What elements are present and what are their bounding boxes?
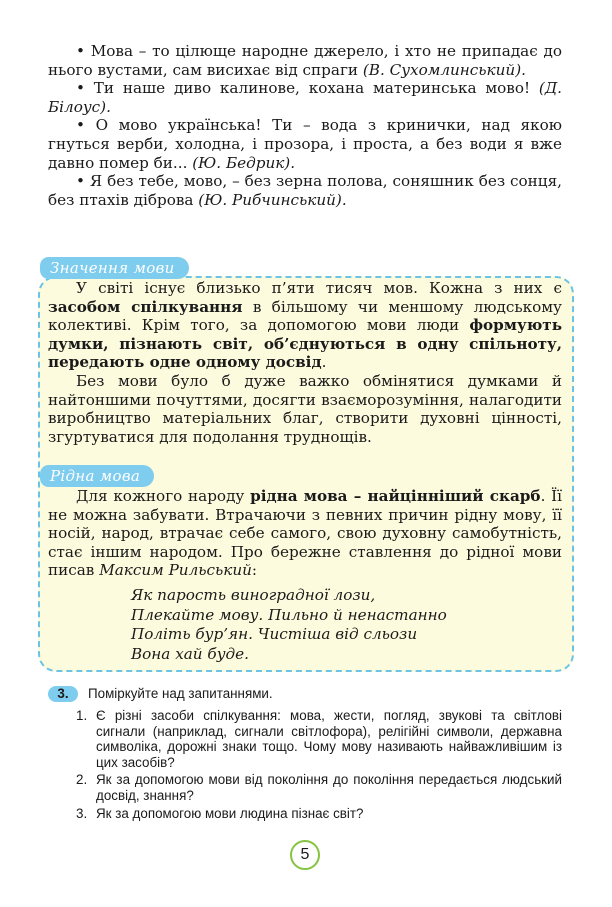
quote-source: (Ю. Бедрик). [192,153,296,172]
section-tab-language-meaning: Значення мови [40,257,189,279]
text-span: в більшому чи меншому людському колективі. Крім того, за допомогою мови люди [48,297,562,335]
item-number: 1. [76,708,88,723]
quote-2 [48,79,562,116]
task-list [48,708,562,821]
poem-line: Як парость виноградної лози, [131,586,376,604]
quote-1 [48,42,562,79]
item-text: Як за допомогою мови людина пізнає світ? [96,805,364,821]
item-text: Як за допомогою мови від покоління до покоління передається людський досвід, знання? [96,772,562,803]
task-number-badge: 3. [48,686,78,702]
quote-3 [48,116,562,172]
task-block [48,686,562,823]
section-native-language [48,487,562,580]
poem-line: Вона хай буде. [131,644,249,663]
text-span: . Її не можна забувати. Втрачаючи з певних причин рідну мову, її носій, народ, втрачає себе самого, свою духовну самобутність, стає іншим народом. Про бережне ставлення до рідної мови писав [48,487,562,580]
text-span: У світі існує близько п’яти тисяч мов. Кожна з них є [76,279,562,297]
task-title: Поміркуйте над запитаннями. [88,686,273,701]
quote-text: • Я без тебе, мово, – без зерна полова, соняшник без сонця, без птахів діброва [48,172,562,209]
quote-text: • Ти наше диво калинове, кохана материнська мово! [76,79,531,98]
text-span: : [251,561,258,580]
list-item [48,708,562,770]
poem-line: Політь бур’ян. Чистіша від сльози [131,625,418,644]
task-header [48,686,562,702]
item-number: 3. [76,805,88,821]
quotes-block [48,42,562,209]
author-name: Максим Рильський [99,561,252,580]
paragraph [48,279,562,372]
item-text: Є різні засоби спілкування: мова, жести, погляд, звукові та світлові сигнали (наприклад, сигнали світлофора), релігійні символи, державна символіка, дорожні знаки тощо. Чому мову називають найважливішим із цих засобів? [96,708,562,770]
quote-4 [48,172,562,209]
bold-term: засобом спілкування [48,297,243,316]
page-number: 5 [290,840,320,870]
quote-source: (Ю. Рибчинський). [198,190,347,209]
poem-line: Плекайте мову. Пильно й ненастанно [131,605,447,624]
list-item [48,772,562,803]
quote-source: (Д. Білоус). [48,79,563,116]
text-span: Для кожного народу [76,487,251,505]
bold-term: формують думки, пізнають світ, об’єднуються в одну спільноту, передають одне одному досвід [48,316,562,372]
text-span: . [321,353,327,372]
poem [131,586,531,664]
quote-text: • О мово українська! Ти – вода з кринички, над якою гнуться верби, холодна, і прозора, і проста, а без води я вже давно помер би... [48,116,562,172]
bold-term: рідна мова – найцінніший скарб [250,487,541,505]
item-number: 2. [76,772,88,788]
section-language-meaning [48,279,562,446]
paragraph [48,487,562,580]
paragraph: Без мови було б дуже важко обмінятися думками й найтоншими почуттями, досягти взаєморозуміння, налагодити виробництво матеріальних благ, створити духовні цінності, згуртуватися для подолання труднощів. [48,371,562,446]
section-tab-native-language: Рідна мова [40,465,154,487]
quote-source: (В. Сухомлинський). [362,60,526,79]
list-item [48,806,562,822]
quote-text: • Мова – то цілюще народне джерело, і хто не припадає до нього вустами, сам висихає від спраги [48,42,562,79]
